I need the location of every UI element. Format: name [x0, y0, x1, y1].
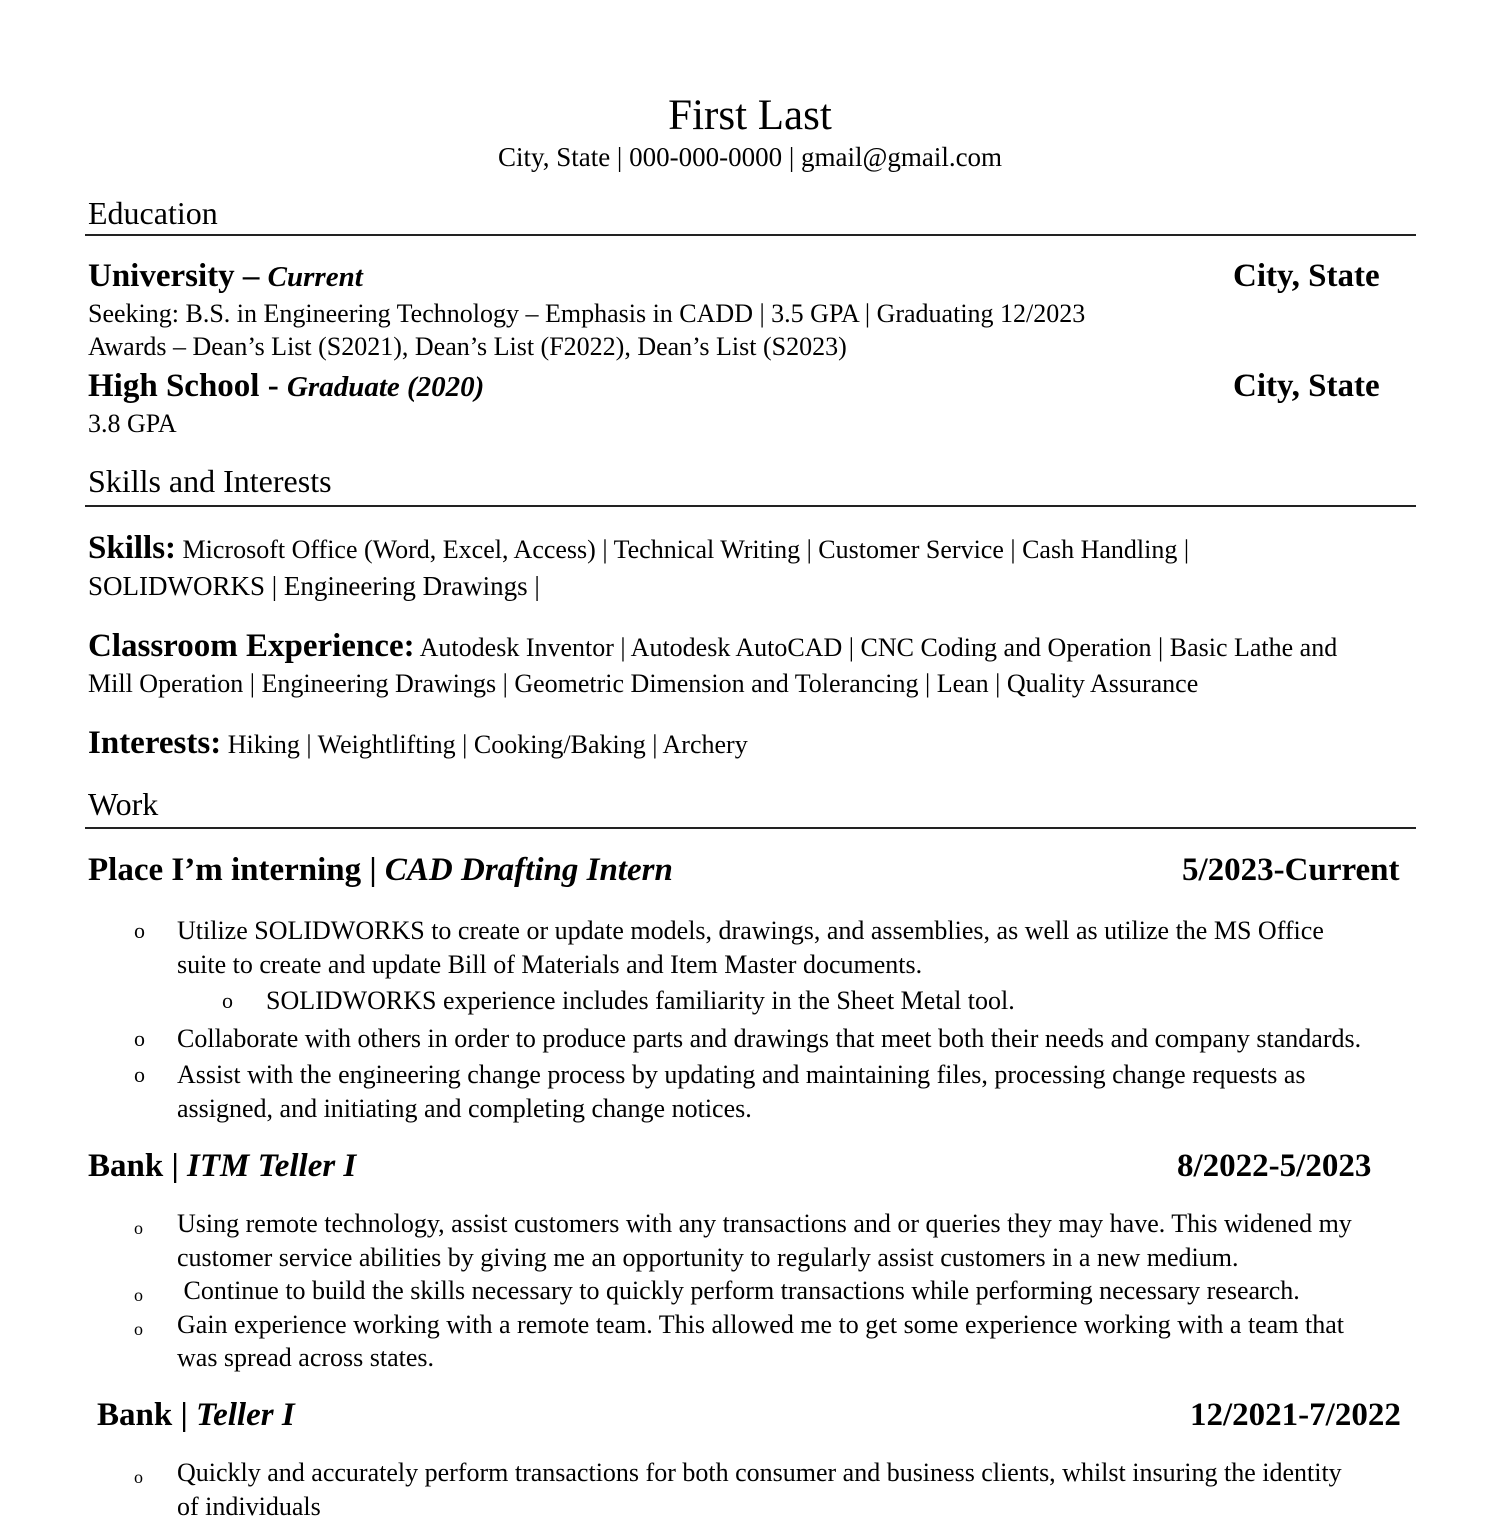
hollow-bullet-icon: o: [134, 1319, 143, 1339]
job-role: Teller I: [195, 1397, 295, 1433]
classroom-line-2: Mill Operation | Engineering Drawings | Geometric Dimension and Tolerancing | Lean | Quality Assurance: [88, 669, 1199, 698]
awards-line: Awards – Dean’s List (S2021), Dean’s List (F2022), Dean’s List (S2023): [88, 332, 847, 361]
school-name: University: [88, 258, 235, 294]
school-name: High School: [88, 368, 260, 404]
job-dates: 8/2022-5/2023: [1177, 1148, 1372, 1184]
skills-line: Skills: Microsoft Office (Word, Excel, Access) | Technical Writing | Customer Service | Cash Handling |: [88, 530, 1190, 566]
job-role: CAD Drafting Intern: [384, 852, 673, 888]
contact-line: City, State | 000-000-0000 | gmail@gmail.com: [497, 142, 1003, 172]
education-entry-university: University – Current: [88, 258, 363, 294]
hollow-bullet-icon: o: [134, 1062, 145, 1087]
job-header-intern: [88, 850, 673, 890]
section-divider: [85, 827, 1416, 829]
section-divider: [85, 505, 1416, 507]
skills-label: Skills:: [88, 530, 177, 566]
education-entry-highschool: High School - Graduate (2020): [88, 368, 485, 404]
job-header-itm-teller: [88, 1146, 356, 1186]
job-role: ITM Teller I: [186, 1148, 357, 1184]
skills-line-2: SOLIDWORKS | Engineering Drawings |: [88, 571, 540, 601]
school-status: Current: [267, 261, 363, 293]
classroom-line: Classroom Experience: Autodesk Inventor | Autodesk AutoCAD | CNC Coding and Operation | Basic Lathe and: [88, 628, 1338, 664]
job-dates: 12/2021-7/2022: [1190, 1397, 1401, 1433]
classroom-label: Classroom Experience:: [88, 628, 415, 664]
hollow-bullet-icon: o: [222, 988, 233, 1013]
hollow-bullet-icon: o: [134, 1026, 145, 1051]
hollow-bullet-icon: o: [134, 1467, 143, 1487]
employer: Bank |: [97, 1397, 196, 1433]
employer: Bank |: [88, 1148, 187, 1184]
section-title-education: Education: [88, 195, 218, 231]
degree-line: Seeking: B.S. in Engineering Technology – Emphasis in CADD | 3.5 GPA | Graduating 12/2023: [88, 299, 1086, 328]
school-status: Graduate (2020): [286, 371, 485, 403]
section-title-work: Work: [88, 786, 159, 822]
resume-name: First Last: [668, 92, 832, 139]
section-divider: [85, 234, 1416, 236]
hollow-bullet-icon: o: [134, 918, 145, 943]
section-title-skills: Skills and Interests: [88, 463, 332, 499]
hollow-bullet-icon: o: [134, 1285, 143, 1305]
school-location: City, State: [1233, 258, 1380, 294]
gpa-line: 3.8 GPA: [88, 409, 177, 438]
interests-line: Interests: Hiking | Weightlifting | Cooking/Baking | Archery: [88, 725, 748, 761]
employer: Place I’m interning |: [88, 852, 385, 888]
school-location: City, State: [1233, 368, 1380, 404]
job-header-teller: [97, 1395, 295, 1435]
job-dates: 5/2023-Current: [1182, 852, 1400, 888]
hollow-bullet-icon: o: [134, 1218, 143, 1238]
interests-label: Interests:: [88, 725, 222, 761]
